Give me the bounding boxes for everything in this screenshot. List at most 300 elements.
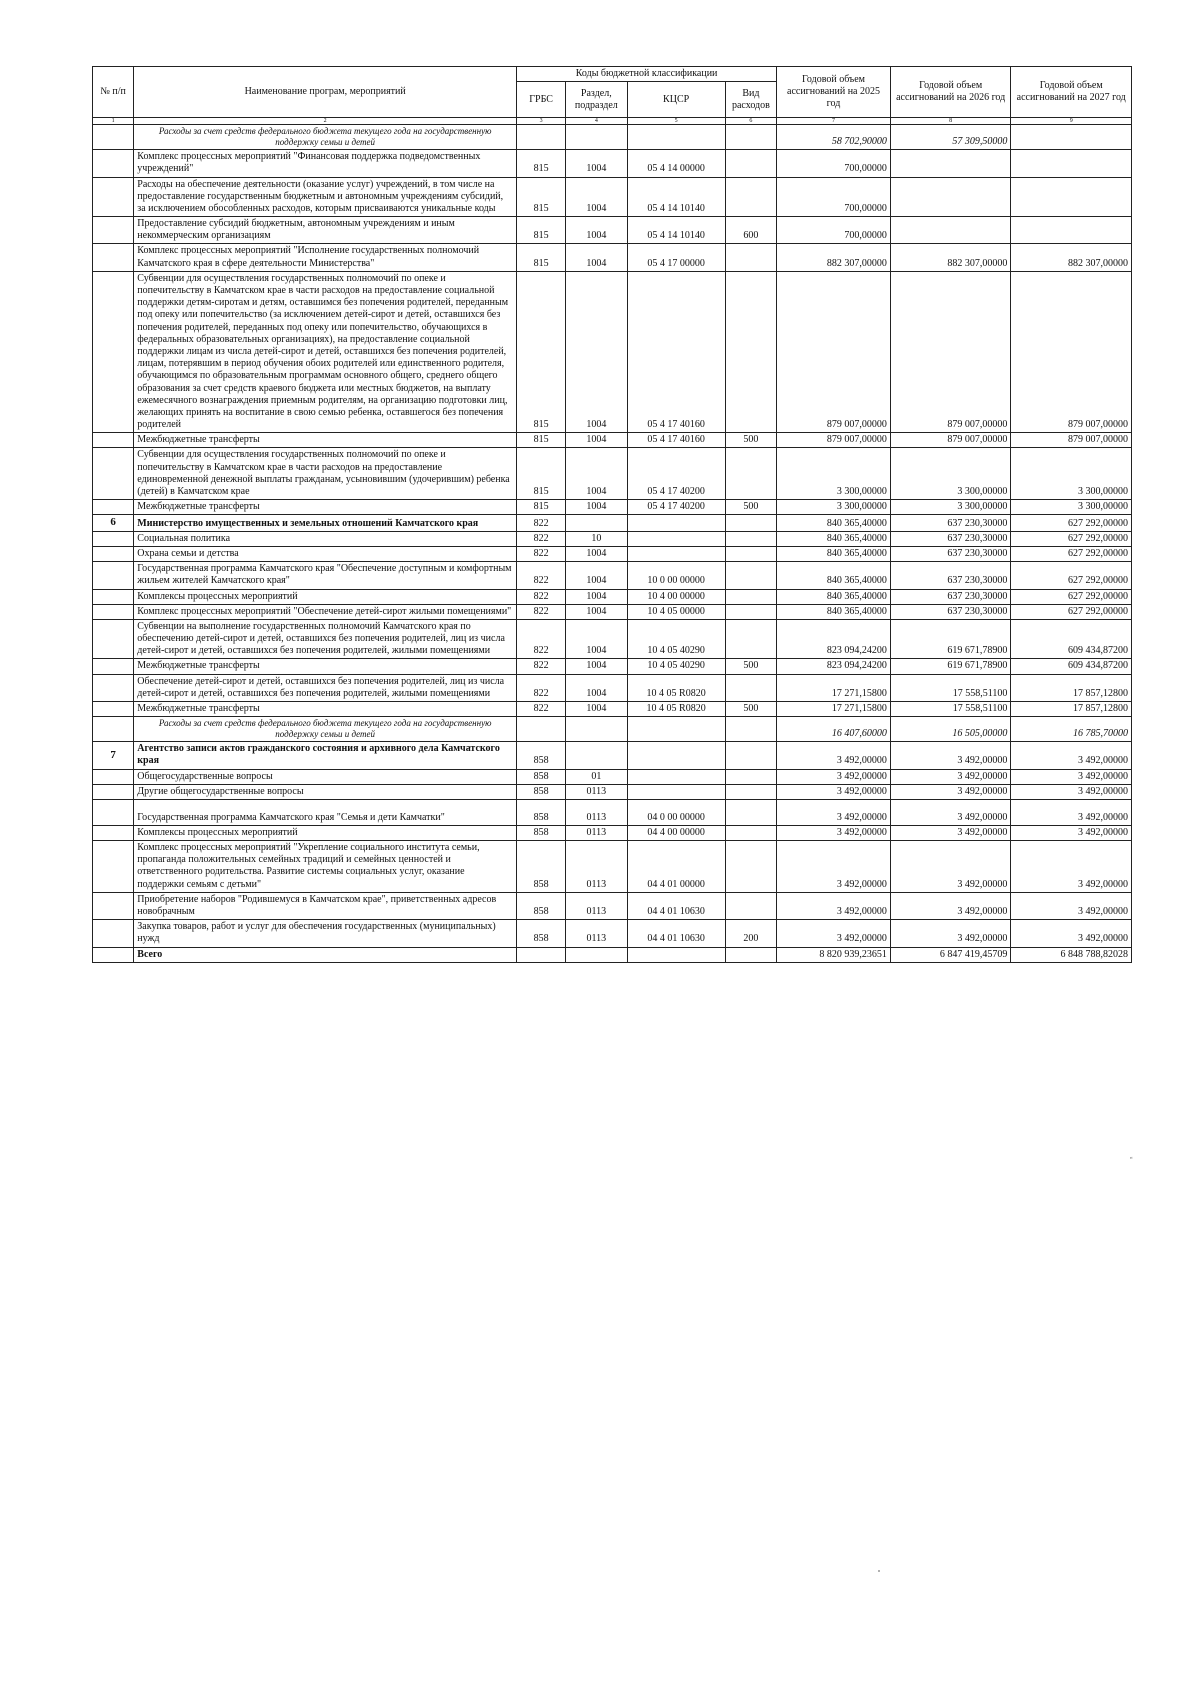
row-code-grbs: 858 — [517, 769, 566, 784]
table-row — [93, 531, 1132, 546]
row-amount-y2027: 879 007,00000 — [1011, 433, 1132, 448]
column-index: 3 — [517, 118, 566, 125]
row-name: Предоставление субсидий бюджетным, автономным учреждениям и иным некоммерческим организациям — [134, 217, 517, 244]
row-code-grbs: 822 — [517, 515, 566, 531]
row-code-razdel: 1004 — [566, 177, 627, 217]
row-number — [93, 177, 134, 217]
row-number — [93, 531, 134, 546]
row-amount-y2026: 637 230,30000 — [890, 562, 1011, 589]
row-amount-y2027: 627 292,00000 — [1011, 515, 1132, 531]
table-row — [93, 702, 1132, 717]
row-code-kcsr: 05 4 17 00000 — [627, 244, 725, 271]
row-code-vid — [725, 562, 776, 589]
row-amount-y2027: 627 292,00000 — [1011, 604, 1132, 619]
row-code-kcsr: 05 4 17 40160 — [627, 271, 725, 432]
row-amount-y2025: 823 094,24200 — [777, 659, 891, 674]
row-code-grbs: 815 — [517, 500, 566, 515]
row-amount-y2025: 882 307,00000 — [777, 244, 891, 271]
row-name: Комплексы процессных мероприятий — [134, 589, 517, 604]
row-code-kcsr — [627, 546, 725, 561]
row-amount-y2026: 879 007,00000 — [890, 271, 1011, 432]
row-code-vid — [725, 769, 776, 784]
row-code-vid: 500 — [725, 500, 776, 515]
row-code-razdel: 0113 — [566, 784, 627, 799]
row-name: Комплекс процессных мероприятий "Финансовая поддержка подведомственных учреждений" — [134, 150, 517, 177]
table-row — [93, 244, 1132, 271]
row-code-grbs: 815 — [517, 150, 566, 177]
table-row — [93, 674, 1132, 701]
row-code-grbs: 822 — [517, 589, 566, 604]
row-code-razdel: 1004 — [566, 546, 627, 561]
row-code-razdel: 1004 — [566, 150, 627, 177]
row-amount-y2027: 879 007,00000 — [1011, 271, 1132, 432]
row-number — [93, 546, 134, 561]
row-code-grbs: 822 — [517, 531, 566, 546]
row-amount-y2025: 17 271,15800 — [777, 674, 891, 701]
column-index: 9 — [1011, 118, 1132, 125]
row-code-vid — [725, 799, 776, 825]
row-amount-y2026: 619 671,78900 — [890, 659, 1011, 674]
row-amount-y2025: 700,00000 — [777, 217, 891, 244]
row-code-grbs: 815 — [517, 217, 566, 244]
budget-table — [92, 66, 1132, 963]
row-amount-y2025: 3 492,00000 — [777, 784, 891, 799]
row-amount-y2027: 3 300,00000 — [1011, 448, 1132, 500]
row-amount-y2025: 16 407,60000 — [777, 717, 891, 742]
row-code-vid — [725, 515, 776, 531]
row-code-kcsr: 05 4 14 10140 — [627, 217, 725, 244]
row-code-razdel: 1004 — [566, 674, 627, 701]
table-row — [93, 717, 1132, 742]
row-code-vid — [725, 271, 776, 432]
table-row — [93, 619, 1132, 659]
row-amount-y2027: 882 307,00000 — [1011, 244, 1132, 271]
row-code-kcsr — [627, 515, 725, 531]
row-amount-y2026: 3 492,00000 — [890, 742, 1011, 769]
table-row — [93, 784, 1132, 799]
row-code-grbs: 815 — [517, 271, 566, 432]
row-amount-y2025: 3 492,00000 — [777, 769, 891, 784]
row-code-kcsr: 04 4 01 10630 — [627, 892, 725, 919]
row-name: Обеспечение детей-сирот и детей, оставшихся без попечения родителей, лиц из числа детей-сирот и детей, оставшихся без попечения родителей, жилыми помещениями — [134, 674, 517, 701]
column-index: 2 — [134, 118, 517, 125]
row-amount-y2025: 700,00000 — [777, 150, 891, 177]
row-name: Всего — [134, 947, 517, 962]
row-amount-y2027: 3 492,00000 — [1011, 920, 1132, 947]
row-code-kcsr — [627, 717, 725, 742]
column-index: 5 — [627, 118, 725, 125]
row-code-razdel: 1004 — [566, 244, 627, 271]
table-row — [93, 448, 1132, 500]
row-code-vid — [725, 674, 776, 701]
row-amount-y2027 — [1011, 125, 1132, 150]
row-code-razdel: 01 — [566, 769, 627, 784]
header-vid: Вид расходов — [725, 82, 776, 118]
table-row — [93, 841, 1132, 893]
row-code-razdel — [566, 717, 627, 742]
row-code-kcsr — [627, 742, 725, 769]
row-amount-y2026: 3 492,00000 — [890, 825, 1011, 840]
row-amount-y2026: 619 671,78900 — [890, 619, 1011, 659]
row-name: Субвенции для осуществления государственных полномочий по опеке и попечительству в Камчатском крае в части расходов на предоставление единовременной денежной выплаты гражданам, усыновившим (удочерившим) ребенка (детей) в Камчатском крае — [134, 448, 517, 500]
row-code-razdel: 1004 — [566, 659, 627, 674]
row-amount-y2026: 637 230,30000 — [890, 515, 1011, 531]
row-number — [93, 947, 134, 962]
row-name: Расходы на обеспечение деятельности (оказание услуг) учреждений, в том числе на предоставление государственным бюджетным и автономным учреждениям субсидий, за исключением обособленных расходов, которым присваиваются уникальные коды — [134, 177, 517, 217]
table-row — [93, 125, 1132, 150]
row-amount-y2026: 3 492,00000 — [890, 920, 1011, 947]
row-code-razdel: 1004 — [566, 433, 627, 448]
row-amount-y2027: 3 492,00000 — [1011, 841, 1132, 893]
column-index: 1 — [93, 118, 134, 125]
row-amount-y2026: 3 492,00000 — [890, 784, 1011, 799]
row-amount-y2025: 8 820 939,23651 — [777, 947, 891, 962]
row-number: 7 — [93, 742, 134, 769]
row-amount-y2025: 3 492,00000 — [777, 920, 891, 947]
row-amount-y2027: 3 300,00000 — [1011, 500, 1132, 515]
table-row — [93, 562, 1132, 589]
table-row — [93, 546, 1132, 561]
row-amount-y2025: 840 365,40000 — [777, 589, 891, 604]
row-code-vid — [725, 825, 776, 840]
row-code-razdel: 1004 — [566, 589, 627, 604]
row-code-razdel: 0113 — [566, 799, 627, 825]
row-code-kcsr — [627, 531, 725, 546]
row-code-kcsr: 10 0 00 00000 — [627, 562, 725, 589]
row-code-razdel: 1004 — [566, 562, 627, 589]
row-amount-y2025: 840 365,40000 — [777, 515, 891, 531]
row-amount-y2025: 17 271,15800 — [777, 702, 891, 717]
row-code-kcsr — [627, 784, 725, 799]
table-row — [93, 742, 1132, 769]
table-row — [93, 271, 1132, 432]
row-code-grbs: 815 — [517, 433, 566, 448]
table-row — [93, 150, 1132, 177]
table-row — [93, 799, 1132, 825]
row-amount-y2025: 3 492,00000 — [777, 825, 891, 840]
row-amount-y2027: 3 492,00000 — [1011, 742, 1132, 769]
row-code-razdel: 10 — [566, 531, 627, 546]
row-number — [93, 448, 134, 500]
table-row — [93, 217, 1132, 244]
row-number — [93, 769, 134, 784]
row-code-grbs: 858 — [517, 920, 566, 947]
row-amount-y2025: 3 492,00000 — [777, 892, 891, 919]
header-grbs: ГРБС — [517, 82, 566, 118]
row-code-kcsr: 04 0 00 00000 — [627, 799, 725, 825]
row-code-vid: 500 — [725, 702, 776, 717]
row-amount-y2027: 3 492,00000 — [1011, 799, 1132, 825]
column-index-row — [93, 118, 1132, 125]
row-amount-y2027: 3 492,00000 — [1011, 825, 1132, 840]
row-code-vid — [725, 531, 776, 546]
table-row — [93, 892, 1132, 919]
row-code-kcsr: 05 4 14 00000 — [627, 150, 725, 177]
row-number — [93, 920, 134, 947]
row-code-razdel: 1004 — [566, 604, 627, 619]
row-amount-y2025: 879 007,00000 — [777, 433, 891, 448]
row-name: Охрана семьи и детства — [134, 546, 517, 561]
row-name: Комплекс процессных мероприятий "Исполнение государственных полномочий Камчатского края в сфере деятельности Министерства" — [134, 244, 517, 271]
scan-mark: “ — [1130, 1157, 1133, 1163]
row-amount-y2025: 879 007,00000 — [777, 271, 891, 432]
row-code-kcsr — [627, 947, 725, 962]
row-code-grbs: 822 — [517, 659, 566, 674]
row-amount-y2025: 3 300,00000 — [777, 448, 891, 500]
row-code-grbs — [517, 717, 566, 742]
row-amount-y2027 — [1011, 150, 1132, 177]
row-amount-y2026 — [890, 177, 1011, 217]
table-row — [93, 500, 1132, 515]
row-code-grbs — [517, 125, 566, 150]
row-code-razdel: 1004 — [566, 217, 627, 244]
row-amount-y2027: 609 434,87200 — [1011, 619, 1132, 659]
row-amount-y2027: 17 857,12800 — [1011, 702, 1132, 717]
row-amount-y2027 — [1011, 177, 1132, 217]
row-code-razdel: 1004 — [566, 619, 627, 659]
row-amount-y2026: 16 505,00000 — [890, 717, 1011, 742]
row-amount-y2025: 58 702,90000 — [777, 125, 891, 150]
row-amount-y2025: 840 365,40000 — [777, 604, 891, 619]
row-name: Министерство имущественных и земельных отношений Камчатского края — [134, 515, 517, 531]
table-header — [93, 67, 1132, 125]
header-kcsr: КЦСР — [627, 82, 725, 118]
row-number — [93, 659, 134, 674]
row-name: Общегосударственные вопросы — [134, 769, 517, 784]
row-code-razdel: 1004 — [566, 448, 627, 500]
table-row — [93, 659, 1132, 674]
row-number — [93, 702, 134, 717]
row-name: Комплексы процессных мероприятий — [134, 825, 517, 840]
row-code-vid — [725, 150, 776, 177]
row-name: Приобретение наборов "Родившемуся в Камчатском крае", приветственных адресов новобрачным — [134, 892, 517, 919]
table-row — [93, 769, 1132, 784]
row-amount-y2026: 637 230,30000 — [890, 531, 1011, 546]
row-number — [93, 825, 134, 840]
row-amount-y2026 — [890, 217, 1011, 244]
row-code-kcsr: 10 4 05 00000 — [627, 604, 725, 619]
row-code-grbs: 822 — [517, 702, 566, 717]
row-number — [93, 589, 134, 604]
row-amount-y2026: 3 492,00000 — [890, 892, 1011, 919]
row-code-kcsr: 10 4 05 40290 — [627, 619, 725, 659]
row-amount-y2025: 840 365,40000 — [777, 562, 891, 589]
row-number — [93, 562, 134, 589]
row-amount-y2025: 840 365,40000 — [777, 531, 891, 546]
row-amount-y2027: 627 292,00000 — [1011, 589, 1132, 604]
row-code-vid: 200 — [725, 920, 776, 947]
row-amount-y2026: 637 230,30000 — [890, 604, 1011, 619]
row-code-vid — [725, 742, 776, 769]
row-code-vid: 500 — [725, 433, 776, 448]
row-code-grbs: 815 — [517, 177, 566, 217]
row-code-vid — [725, 604, 776, 619]
row-amount-y2027: 627 292,00000 — [1011, 531, 1132, 546]
row-number — [93, 784, 134, 799]
row-amount-y2026 — [890, 150, 1011, 177]
row-code-vid: 600 — [725, 217, 776, 244]
row-code-razdel — [566, 742, 627, 769]
row-code-grbs: 858 — [517, 841, 566, 893]
row-amount-y2027: 627 292,00000 — [1011, 562, 1132, 589]
row-code-vid — [725, 784, 776, 799]
row-name: Межбюджетные трансферты — [134, 702, 517, 717]
row-code-kcsr: 10 4 00 00000 — [627, 589, 725, 604]
row-code-kcsr: 05 4 14 10140 — [627, 177, 725, 217]
row-number — [93, 217, 134, 244]
row-number — [93, 433, 134, 448]
table-row — [93, 515, 1132, 531]
header-2026: Годовой объем ассигнований на 2026 год — [890, 67, 1011, 118]
column-index: 7 — [777, 118, 891, 125]
table-row — [93, 825, 1132, 840]
row-name: Комплекс процессных мероприятий "Обеспечение детей-сирот жилыми помещениями" — [134, 604, 517, 619]
row-code-vid — [725, 841, 776, 893]
row-amount-y2025: 700,00000 — [777, 177, 891, 217]
row-name: Закупка товаров, работ и услуг для обеспечения государственных (муниципальных) нужд — [134, 920, 517, 947]
row-name: Межбюджетные трансферты — [134, 500, 517, 515]
row-code-razdel: 1004 — [566, 702, 627, 717]
header-codes-group: Коды бюджетной классификации — [517, 67, 777, 82]
row-code-razdel: 0113 — [566, 920, 627, 947]
row-code-grbs: 858 — [517, 892, 566, 919]
row-code-razdel — [566, 515, 627, 531]
row-code-grbs: 858 — [517, 825, 566, 840]
row-code-vid — [725, 546, 776, 561]
row-amount-y2027: 17 857,12800 — [1011, 674, 1132, 701]
row-code-vid — [725, 892, 776, 919]
row-amount-y2025: 840 365,40000 — [777, 546, 891, 561]
table-row — [93, 947, 1132, 962]
row-amount-y2026: 637 230,30000 — [890, 589, 1011, 604]
row-amount-y2026: 3 492,00000 — [890, 799, 1011, 825]
row-code-razdel — [566, 947, 627, 962]
row-name: Другие общегосударственные вопросы — [134, 784, 517, 799]
row-number — [93, 604, 134, 619]
row-code-grbs: 815 — [517, 244, 566, 271]
row-number — [93, 799, 134, 825]
row-name: Расходы за счет средств федерального бюджета текущего года на государственную поддержку семьи и детей — [134, 125, 517, 150]
row-name: Агентство записи актов гражданского состояния и архивного дела Камчатского края — [134, 742, 517, 769]
row-number — [93, 244, 134, 271]
row-amount-y2025: 3 492,00000 — [777, 841, 891, 893]
row-code-grbs: 822 — [517, 619, 566, 659]
row-number — [93, 271, 134, 432]
row-number — [93, 841, 134, 893]
row-code-vid — [725, 448, 776, 500]
table-row — [93, 920, 1132, 947]
row-amount-y2025: 823 094,24200 — [777, 619, 891, 659]
row-code-kcsr: 10 4 05 40290 — [627, 659, 725, 674]
row-number — [93, 892, 134, 919]
row-amount-y2026: 3 492,00000 — [890, 841, 1011, 893]
row-code-kcsr: 05 4 17 40200 — [627, 500, 725, 515]
row-code-vid — [725, 125, 776, 150]
column-index: 4 — [566, 118, 627, 125]
row-amount-y2027: 3 492,00000 — [1011, 769, 1132, 784]
row-amount-y2027: 16 785,70000 — [1011, 717, 1132, 742]
row-name: Субвенции для осуществления государственных полномочий по опеке и попечительству в Камчатском крае в части расходов на предоставление социальной поддержки детям-сиротам и детям, оставшимся без попечения родителей, переданным под опеку или попечительство (за исключением детей-сирот и детей, оставшихся без попечения родителей, переданных под опеку или попечительство, обучающихся в федеральных образовательных организациях), на предоставление социальной поддержки лицам из числа детей-сирот и детей, оставшихся без попечения родителей, лицам, потерявшим в период обучения обоих родителей или единственного родителя, обучающимся по образовательным программам основного общего, среднего общего образования за счет средств краевого бюджета или местных бюджетов, на выплату ежемесячного вознаграждения приемным родителям, на организацию подготовки лиц, желающих принять на воспитание в свою семью ребенка, оставшегося без попечения родителей — [134, 271, 517, 432]
row-code-vid: 500 — [725, 659, 776, 674]
row-name: Социальная политика — [134, 531, 517, 546]
row-amount-y2025: 3 492,00000 — [777, 742, 891, 769]
row-number — [93, 500, 134, 515]
row-code-grbs: 822 — [517, 604, 566, 619]
row-amount-y2027: 627 292,00000 — [1011, 546, 1132, 561]
row-code-razdel: 0113 — [566, 841, 627, 893]
row-amount-y2026: 6 847 419,45709 — [890, 947, 1011, 962]
row-amount-y2026: 3 492,00000 — [890, 769, 1011, 784]
row-code-razdel: 0113 — [566, 892, 627, 919]
row-code-vid — [725, 589, 776, 604]
row-name: Государственная программа Камчатского края "Обеспечение доступным и комфортным жильем жителей Камчатского края" — [134, 562, 517, 589]
budget-table-sheet — [92, 66, 1132, 963]
header-2027: Годовой объем ассигнований на 2027 год — [1011, 67, 1132, 118]
header-nn: № п/п — [93, 67, 134, 118]
row-code-vid — [725, 177, 776, 217]
row-code-kcsr — [627, 125, 725, 150]
row-code-vid — [725, 244, 776, 271]
row-code-kcsr: 05 4 17 40160 — [627, 433, 725, 448]
scan-speck — [878, 1570, 880, 1572]
row-code-razdel: 1004 — [566, 271, 627, 432]
row-name: Государственная программа Камчатского края "Семья и дети Камчатки" — [134, 799, 517, 825]
row-amount-y2026: 57 309,50000 — [890, 125, 1011, 150]
row-amount-y2027: 609 434,87200 — [1011, 659, 1132, 674]
row-amount-y2027: 3 492,00000 — [1011, 784, 1132, 799]
row-amount-y2027 — [1011, 217, 1132, 244]
row-name: Межбюджетные трансферты — [134, 659, 517, 674]
column-index: 8 — [890, 118, 1011, 125]
row-number — [93, 674, 134, 701]
row-code-grbs: 815 — [517, 448, 566, 500]
row-amount-y2026: 17 558,51100 — [890, 674, 1011, 701]
row-amount-y2026: 879 007,00000 — [890, 433, 1011, 448]
table-body — [93, 125, 1132, 963]
row-code-grbs — [517, 947, 566, 962]
row-code-kcsr: 04 4 01 00000 — [627, 841, 725, 893]
row-code-razdel: 1004 — [566, 500, 627, 515]
row-number — [93, 125, 134, 150]
row-code-kcsr: 10 4 05 R0820 — [627, 702, 725, 717]
row-amount-y2027: 6 848 788,82028 — [1011, 947, 1132, 962]
row-code-grbs: 858 — [517, 742, 566, 769]
row-number — [93, 150, 134, 177]
row-name: Комплекс процессных мероприятий "Укрепление социального института семьи, пропаганда положительных семейных традиций и семейных ценностей и ответственного родительства. Развитие системы социальных услуг, оказание поддержки семьям с детьми" — [134, 841, 517, 893]
row-code-grbs: 822 — [517, 546, 566, 561]
row-amount-y2027: 3 492,00000 — [1011, 892, 1132, 919]
row-code-kcsr: 04 4 01 10630 — [627, 920, 725, 947]
row-name: Расходы за счет средств федерального бюджета текущего года на государственную поддержку семьи и детей — [134, 717, 517, 742]
row-code-kcsr: 05 4 17 40200 — [627, 448, 725, 500]
row-amount-y2026: 3 300,00000 — [890, 448, 1011, 500]
row-amount-y2025: 3 492,00000 — [777, 799, 891, 825]
row-code-kcsr — [627, 769, 725, 784]
row-code-razdel — [566, 125, 627, 150]
row-amount-y2026: 17 558,51100 — [890, 702, 1011, 717]
row-code-kcsr: 10 4 05 R0820 — [627, 674, 725, 701]
row-code-grbs: 858 — [517, 784, 566, 799]
row-code-kcsr: 04 4 00 00000 — [627, 825, 725, 840]
row-code-grbs: 822 — [517, 674, 566, 701]
row-code-razdel: 0113 — [566, 825, 627, 840]
row-amount-y2026: 882 307,00000 — [890, 244, 1011, 271]
table-row — [93, 604, 1132, 619]
table-row — [93, 589, 1132, 604]
row-number — [93, 717, 134, 742]
table-row — [93, 177, 1132, 217]
row-name: Межбюджетные трансферты — [134, 433, 517, 448]
